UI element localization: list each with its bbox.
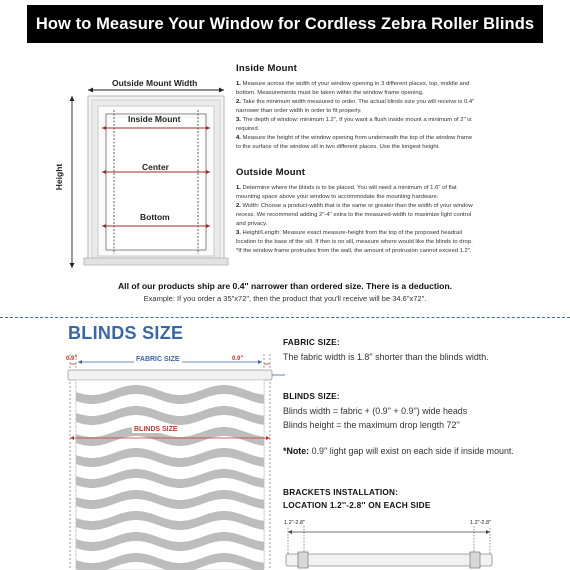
step-text: Measure across the width of your window opening in 3 different places, top, middle and bottom. Measurements must be taken within the window frame opening. (236, 81, 470, 96)
blinds-size-title: BLINDS SIZE (68, 323, 184, 343)
blinds-illustration (60, 350, 285, 570)
step-number: 4. (236, 135, 241, 141)
outside-mount-footnote: *If the window frame protrudes from the wall, the amount of protrusion cannot exceed 1.2". (236, 248, 472, 254)
bracket-diagram (284, 516, 496, 570)
height-label: Height (54, 163, 65, 191)
center-label: Center (142, 162, 169, 172)
headrail-bracket-illustration (284, 516, 496, 570)
step-text: Measure the height of the window opening from underneath the top of the window frame to the surface of the window sill in two different places. Use the longest height. (236, 135, 473, 150)
brackets-heading: BRACKETS INSTALLATION: (283, 487, 399, 497)
step-number: 1. (236, 185, 241, 191)
blinds-size-label: BLINDS SIZE (134, 426, 178, 433)
blinds-height-formula: Blinds height = the maximum drop length 72'' (283, 419, 460, 430)
step-number: 1. (236, 81, 241, 87)
page-title: How to Measure Your Window for Cordless Zebra Roller Blinds (27, 5, 543, 43)
gap-left-label: 0.9" (66, 356, 78, 362)
note-label: *Note: (283, 446, 310, 456)
note-text: 0.9'' light gap will exist on each side if inside mount. (309, 446, 514, 456)
fabric-size-spec (283, 337, 533, 365)
blinds-width-formula: Blinds width = fabric + (0.9'' + 0.9'') wide heads (283, 406, 468, 416)
outside-mount-heading: Outside Mount (236, 167, 306, 178)
window-measure-diagram (54, 72, 237, 272)
inside-mount-label: Inside Mount (128, 114, 181, 124)
blinds-size-heading: BLINDS SIZE: (283, 391, 340, 401)
outside-mount-width-label: Outside Mount Width (112, 78, 198, 88)
inside-mount-heading: Inside Mount (236, 63, 297, 74)
narrower-example: Example: If you order a 35"x72", then the product that you'll receive will be 34.6"x72". (143, 294, 427, 303)
section-divider (0, 317, 570, 318)
step-number: 2. (236, 203, 241, 209)
narrower-notice: All of our products ship are 0.4'' narrower than ordered size. There is a deduction. (117, 281, 453, 291)
bracket-left-label: 1.2"-2.8" (284, 520, 306, 526)
inside-mount-section (236, 63, 476, 152)
step-text: Height/Length: Measure exact measure-height from the top of the proposed headrail location to the base of the sill. If ther is no sill, measure where would like the blinds to drop. (236, 230, 473, 245)
outside-mount-steps (236, 184, 476, 256)
gap-right-label: 0.9" (232, 356, 244, 362)
bottom-label: Bottom (140, 212, 170, 222)
outside-mount-section (236, 167, 476, 256)
step-text: The depth of window: minimum 1.2", If you want a flush inside mount a minimum of 2" is required. (236, 117, 472, 132)
bracket-right-label: 1.2"-2.8" (470, 520, 492, 526)
fabric-size-heading: FABRIC SIZE: (283, 337, 340, 347)
step-number: 3. (236, 117, 241, 123)
light-gap-note (283, 445, 533, 459)
blinds-diagram (60, 350, 285, 570)
step-number: 2. (236, 99, 241, 105)
brackets-location: LOCATION 1.2''-2.8'' ON EACH SIDE (283, 500, 431, 510)
step-number: 3. (236, 230, 241, 236)
window-illustration (62, 72, 237, 272)
fabric-size-text: The fabric width is 1.8'' shorter than the blinds width. (283, 352, 489, 362)
step-text: Take the minimum width measured to order. The actual blinds size you will receive is 0.4" narrower than order width in order to fit properly. (236, 99, 475, 114)
blinds-size-spec (283, 391, 533, 432)
brackets-spec (283, 486, 533, 512)
fabric-size-label: FABRIC SIZE (136, 356, 180, 363)
step-text: Width: Choose a product-width that is the same or greater than the width of your window recess. We recommend adding 2"-4" extra to the measured-width to maximize light control and privacy. (236, 203, 473, 227)
inside-mount-steps (236, 80, 476, 152)
step-text: Determine where the blinds is to be placed. You will need a minimum of 1.6" of flat mounting space above your window to accommodate the mounting hardware. (236, 185, 457, 200)
